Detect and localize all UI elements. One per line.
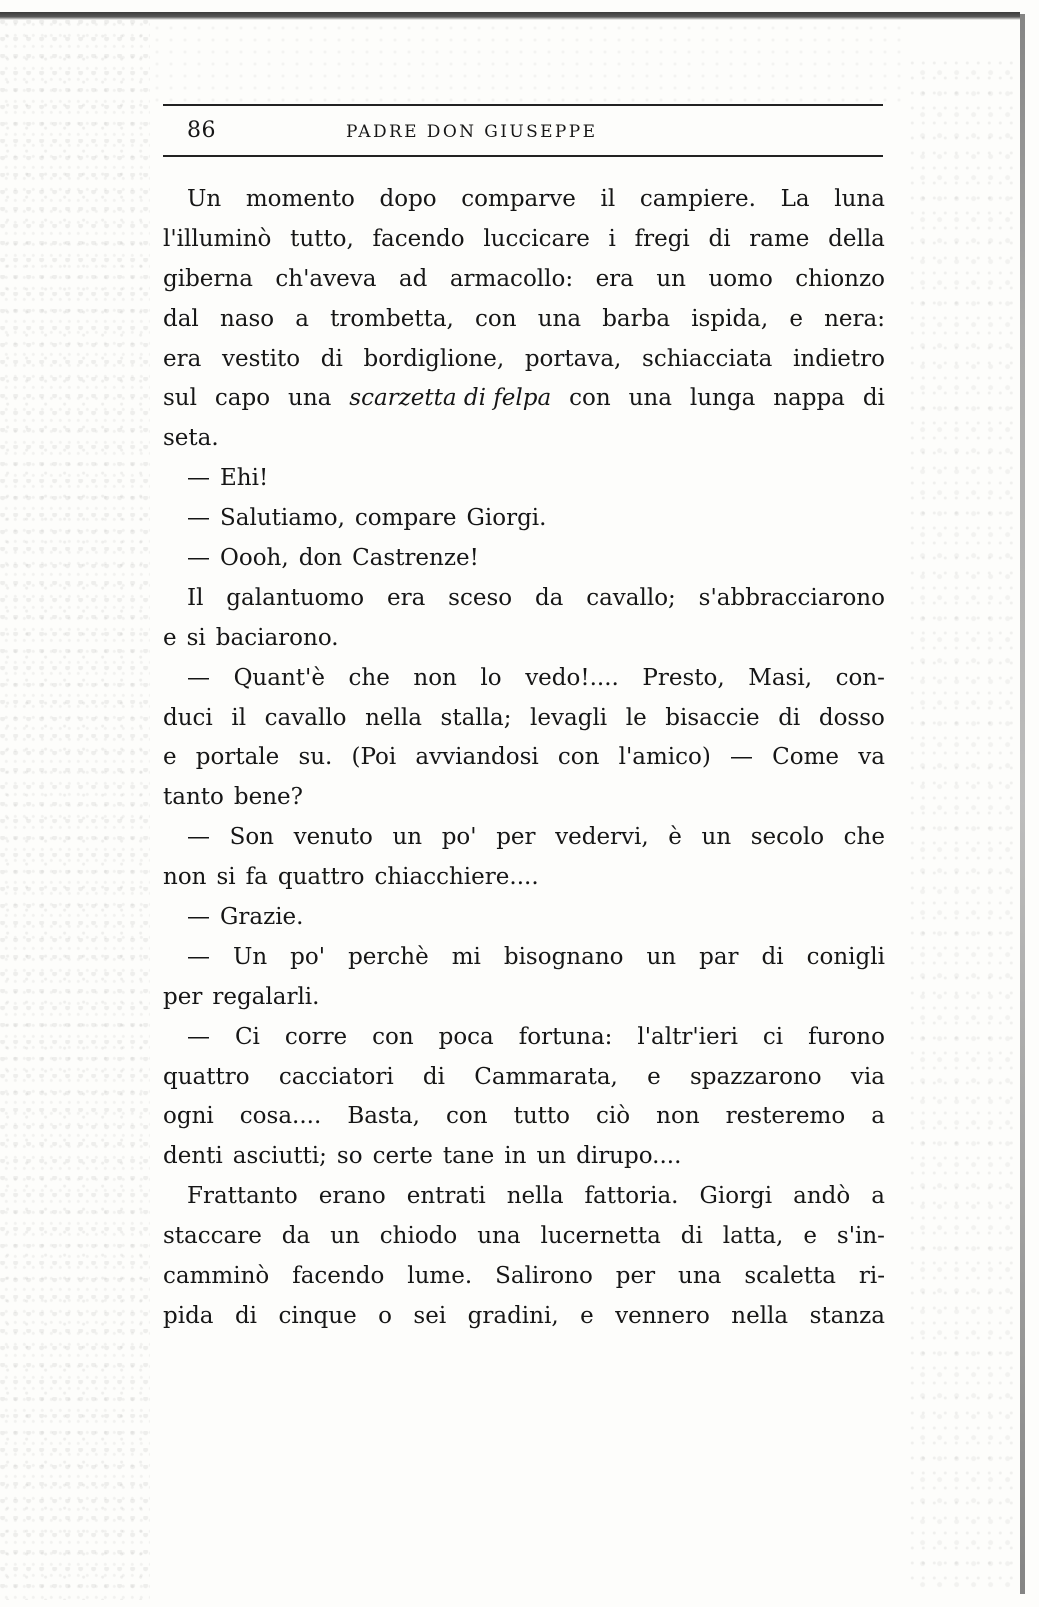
text-line: [163, 579, 885, 619]
running-title: PADRE DON GIUSEPPE: [346, 122, 598, 142]
word: vennero: [615, 1302, 710, 1329]
text-line: [163, 539, 885, 579]
word: galantuomo: [226, 584, 365, 611]
word: —: [730, 744, 754, 771]
word: Giorgi.: [466, 505, 547, 532]
word: —: [187, 824, 210, 851]
word: Ci: [234, 1023, 260, 1050]
word: trombetta,: [330, 305, 454, 332]
word: —: [187, 904, 210, 931]
word: era: [163, 345, 202, 372]
scan-noise-top: [150, 22, 910, 102]
word: va: [858, 744, 885, 771]
word: di: [708, 225, 731, 252]
word: l'illuminò: [163, 225, 272, 252]
word: il: [600, 186, 616, 212]
text-line: [163, 858, 885, 898]
word: nappa: [773, 385, 845, 412]
body-text: [163, 180, 885, 1337]
word: schiacciata: [642, 345, 773, 372]
word: cavallo: [264, 704, 347, 731]
word: vestito: [221, 345, 301, 372]
word: il: [231, 704, 247, 731]
text-line: [163, 699, 885, 739]
word: Salutiamo,: [220, 505, 345, 532]
text-line: [163, 778, 885, 818]
word: una: [628, 385, 672, 412]
word: per: [496, 824, 536, 851]
word: era: [595, 265, 634, 292]
word: con-: [835, 664, 885, 691]
text-line: [163, 1097, 885, 1137]
word: ad: [398, 265, 428, 292]
word: seta.: [163, 425, 219, 452]
word: gradini,: [467, 1302, 559, 1329]
word: una: [537, 305, 582, 332]
word: pida: [163, 1302, 214, 1329]
word: spazzarono: [689, 1063, 822, 1090]
word: luccicare: [483, 225, 590, 252]
word: Il: [187, 584, 204, 611]
scan-edge-top: [0, 12, 1020, 20]
word: par: [699, 943, 739, 970]
word: portale: [195, 744, 280, 771]
word: ch'aveva: [275, 265, 377, 292]
word: a: [871, 1183, 885, 1210]
word: un: [646, 943, 677, 970]
word: con: [557, 744, 600, 771]
word: —: [187, 1023, 210, 1050]
text-line: [163, 738, 885, 778]
text-line: [163, 379, 885, 419]
word: sceso: [448, 584, 513, 611]
word: di: [234, 1302, 258, 1329]
word: l'altr'ieri: [637, 1023, 738, 1050]
text-line: [163, 1177, 885, 1217]
word: corre: [284, 1023, 348, 1050]
word: Son: [229, 824, 274, 851]
word: una: [678, 1263, 722, 1290]
word: un: [392, 824, 423, 851]
word: un: [701, 824, 732, 851]
word: cinque: [278, 1302, 357, 1329]
word: a: [871, 1103, 885, 1130]
text-line: [163, 1217, 885, 1257]
text-line: [163, 459, 885, 499]
word: Un: [187, 186, 222, 212]
text-line: [163, 1257, 885, 1297]
word: perchè: [348, 943, 429, 970]
word: luna: [834, 186, 885, 212]
word: lunga: [689, 385, 756, 412]
word: da: [281, 1223, 311, 1250]
word: andò: [793, 1183, 851, 1210]
page-number: 86: [187, 118, 216, 143]
word: asciutti;: [232, 1143, 327, 1170]
word: Come: [772, 744, 840, 771]
word: duci: [163, 704, 213, 731]
word: Giorgi: [699, 1183, 773, 1210]
word: po': [290, 943, 326, 970]
text-line: [163, 499, 885, 539]
word: bisognano: [503, 943, 624, 970]
word: uomo: [708, 265, 773, 292]
word: stanza: [809, 1302, 885, 1329]
word: con: [569, 385, 611, 412]
word: Cammarata,: [474, 1063, 618, 1090]
word: nella: [506, 1183, 564, 1210]
word: Salirono: [495, 1263, 593, 1290]
word: Oooh,: [220, 545, 289, 572]
word: con: [372, 1023, 414, 1050]
word: chiacchiere....: [374, 864, 539, 891]
text-line: [163, 419, 885, 459]
word: un: [536, 1143, 567, 1170]
word: tanto: [163, 784, 224, 811]
word: entrati: [406, 1183, 486, 1210]
word: poca: [438, 1023, 494, 1050]
word: è: [668, 824, 682, 851]
word: di: [320, 345, 343, 372]
word: via: [850, 1063, 885, 1090]
word: rame: [749, 225, 810, 252]
word: ogni: [163, 1103, 214, 1130]
word: Ehi!: [220, 465, 269, 492]
word: da: [534, 584, 564, 611]
word: fregi: [634, 225, 690, 252]
word: levagli: [530, 704, 608, 731]
running-header: [163, 104, 883, 156]
word: facendo: [292, 1263, 385, 1290]
word: quattro: [277, 864, 365, 891]
word: don: [298, 545, 343, 572]
word: di: [862, 385, 885, 412]
word: con: [475, 305, 517, 332]
word: ispida,: [691, 305, 769, 332]
italic-phrase: scarzetta di felpa: [349, 385, 552, 412]
word: vedervi,: [555, 824, 649, 851]
word: lucernetta: [540, 1223, 661, 1250]
header-rule-bottom: [163, 155, 883, 157]
word: facendo: [372, 225, 465, 252]
word: campiere.: [639, 186, 756, 212]
word: bisaccie: [665, 704, 760, 731]
word: bene?: [233, 784, 303, 811]
word: su.: [298, 744, 333, 771]
word: un: [656, 265, 686, 292]
word: staccare: [163, 1223, 262, 1250]
word: lo: [480, 664, 502, 691]
word: erano: [318, 1183, 386, 1210]
word: tutto: [513, 1103, 570, 1130]
word: tane: [442, 1143, 495, 1170]
word: Presto,: [642, 664, 725, 691]
word: resteremo: [725, 1103, 846, 1130]
word: scaletta: [744, 1263, 836, 1290]
word: —: [187, 664, 210, 691]
word: e: [803, 1223, 817, 1250]
word: e: [163, 624, 177, 651]
word: o: [378, 1302, 392, 1329]
word: s'abbracciarono: [698, 584, 885, 611]
word: regalarli.: [212, 983, 320, 1010]
word: po': [441, 824, 477, 851]
word: dopo: [379, 186, 437, 212]
word: cavallo;: [586, 584, 676, 611]
word: latta,: [722, 1223, 784, 1250]
word: conigli: [806, 943, 885, 970]
word: mi: [451, 943, 481, 970]
word: una: [477, 1223, 521, 1250]
word: certe: [372, 1143, 433, 1170]
word: ci: [762, 1023, 784, 1050]
word: a: [295, 305, 309, 332]
word: era: [387, 584, 426, 611]
word: bordiglione,: [363, 345, 505, 372]
word: Un: [232, 943, 268, 970]
word: nella: [731, 1302, 789, 1329]
word: Quant'è: [233, 664, 325, 691]
word: tutto,: [290, 225, 354, 252]
text-line: [163, 659, 885, 699]
word: nella: [365, 704, 422, 731]
scan-noise-right: [909, 60, 1019, 1590]
word: nera:: [824, 305, 885, 332]
text-line: [163, 260, 885, 300]
word: dosso: [818, 704, 885, 731]
word: barba: [602, 305, 671, 332]
word: —: [187, 943, 210, 970]
word: —: [187, 505, 210, 532]
word: —: [187, 545, 210, 572]
word: ri-: [858, 1263, 885, 1290]
word: fa: [245, 864, 268, 891]
word: dal: [163, 305, 199, 332]
word: e: [789, 305, 803, 332]
word: chionzo: [795, 265, 885, 292]
word: La: [780, 186, 810, 212]
word: di: [778, 704, 801, 731]
scan-noise-left: [0, 20, 150, 1600]
word: l'amico): [618, 744, 711, 771]
word: non: [163, 864, 207, 891]
word: una: [288, 385, 332, 412]
text-line: [163, 938, 885, 978]
word: ciò: [596, 1103, 631, 1130]
text-line: [163, 340, 885, 380]
word: che: [843, 824, 885, 851]
word: giberna: [163, 265, 253, 292]
word: della: [828, 225, 885, 252]
word: e: [163, 744, 177, 771]
word: Frattanto: [187, 1183, 298, 1210]
word: baciarono.: [215, 624, 339, 651]
word: Grazie.: [220, 904, 304, 931]
word: indietro: [793, 345, 885, 372]
word: comparve: [461, 186, 576, 212]
word: capo: [214, 385, 271, 412]
word: i: [608, 225, 616, 252]
word: Castrenze!: [352, 545, 479, 572]
word: stalla;: [440, 704, 512, 731]
text-line: [163, 180, 885, 220]
word: di: [422, 1063, 446, 1090]
text-line: [163, 1018, 885, 1058]
text-line: [163, 1297, 885, 1337]
text-line: [163, 1058, 885, 1098]
text-line: [163, 978, 885, 1018]
word: armacollo:: [449, 265, 574, 292]
word: camminò: [163, 1263, 270, 1290]
header-rule-top: [163, 104, 883, 106]
word: furono: [808, 1023, 885, 1050]
word: non: [413, 664, 457, 691]
word: naso: [219, 305, 275, 332]
word: momento: [245, 186, 355, 212]
word: denti: [163, 1143, 223, 1170]
text-line: [163, 619, 885, 659]
word: di: [761, 943, 784, 970]
word: Basta,: [347, 1103, 420, 1130]
word: fortuna:: [518, 1023, 613, 1050]
word: avviandosi: [415, 744, 539, 771]
word: che: [348, 664, 390, 691]
text-line: [163, 300, 885, 340]
word: si: [186, 624, 206, 651]
word: venuto: [293, 824, 373, 851]
word: s'in-: [836, 1223, 885, 1250]
word: sei: [413, 1302, 447, 1329]
word: per: [163, 983, 203, 1010]
word: e: [580, 1302, 594, 1329]
scan-edge-right: [1020, 14, 1025, 1594]
word: compare: [354, 505, 457, 532]
word: non: [656, 1103, 700, 1130]
text-line: [163, 898, 885, 938]
word: di: [680, 1223, 703, 1250]
word: le: [625, 704, 647, 731]
word: per: [615, 1263, 656, 1290]
word: cacciatori: [278, 1063, 394, 1090]
word: Masi,: [748, 664, 813, 691]
word: e: [647, 1063, 661, 1090]
word: un: [330, 1223, 360, 1250]
word: si: [216, 864, 236, 891]
word: secolo: [750, 824, 825, 851]
word: quattro: [163, 1063, 250, 1090]
word: —: [187, 465, 210, 492]
word: sul: [163, 385, 197, 412]
word: in: [504, 1143, 527, 1170]
word: portava,: [524, 345, 622, 372]
word: dirupo....: [576, 1143, 682, 1170]
word: vedo!....: [525, 664, 619, 691]
word: fattoria.: [584, 1183, 679, 1210]
text-line: [163, 818, 885, 858]
text-line: [163, 220, 885, 260]
word: so: [336, 1143, 363, 1170]
word: chiodo: [379, 1223, 458, 1250]
text-line: [163, 1137, 885, 1177]
word: (Poi: [351, 744, 397, 771]
word: cosa....: [239, 1103, 322, 1130]
word: con: [446, 1103, 488, 1130]
word: lume.: [407, 1263, 473, 1290]
